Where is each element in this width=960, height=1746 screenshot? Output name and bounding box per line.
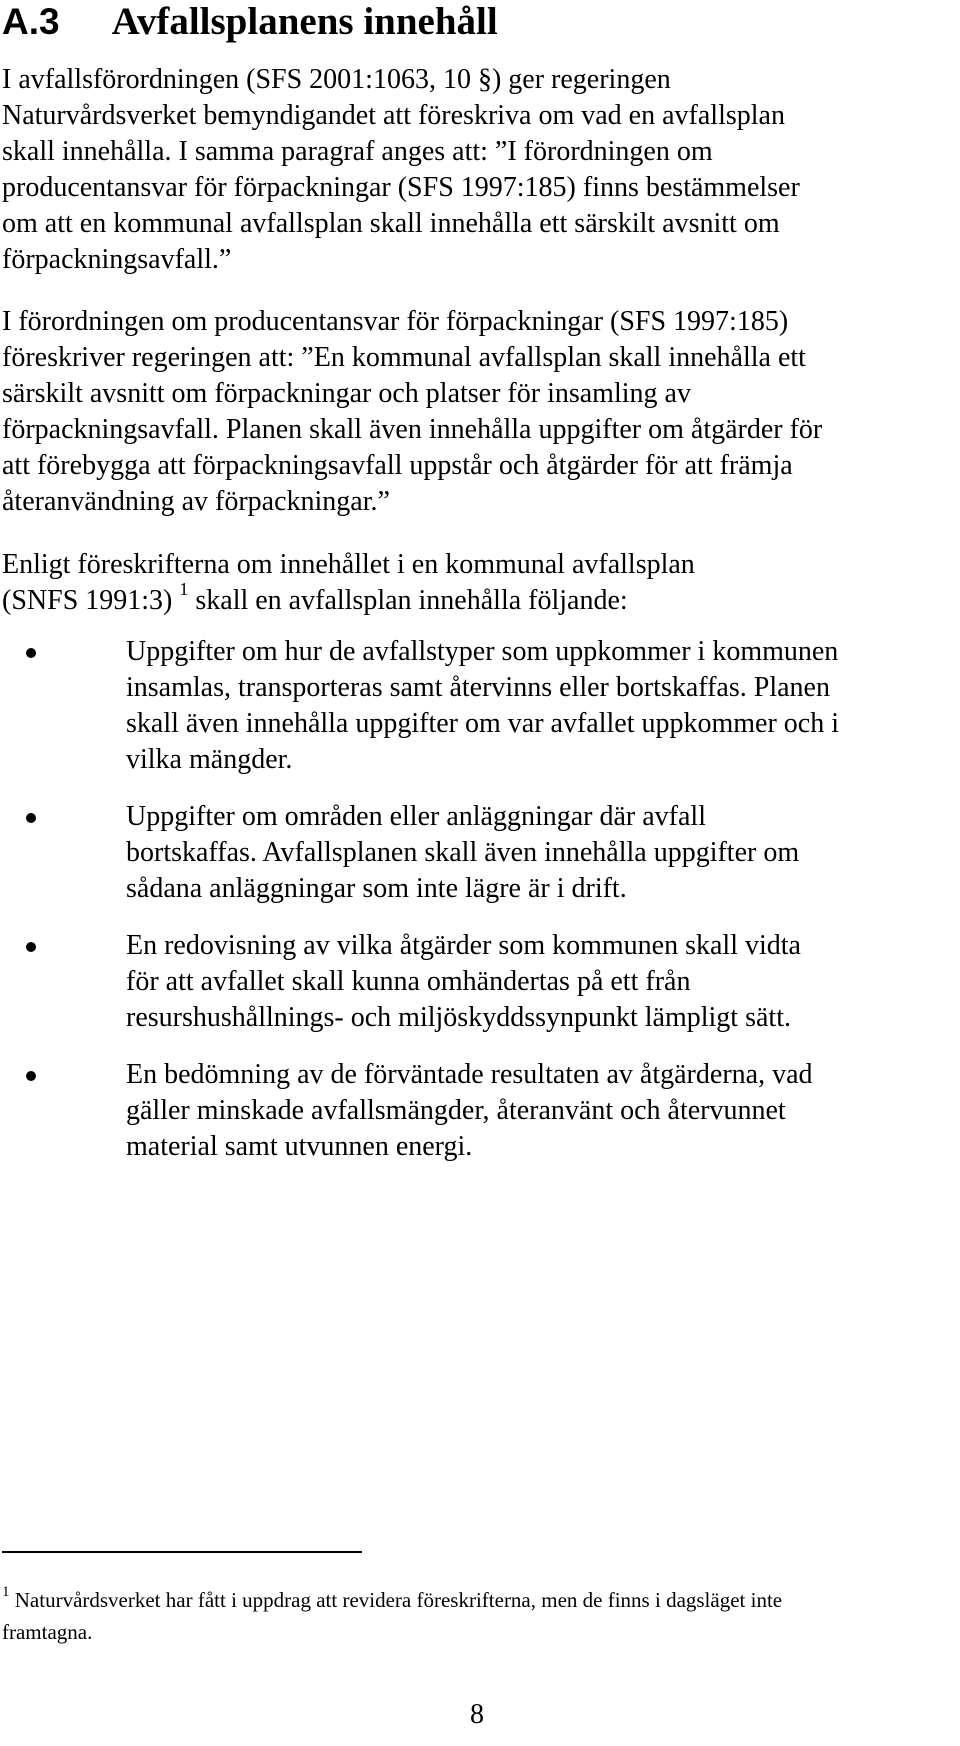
list-item-line: sådana anläggningar som inte lägre är i drift. <box>126 873 627 904</box>
list-item-text <box>126 634 956 778</box>
paragraph-1 <box>2 62 952 278</box>
footnote-reference[interactable]: 1 <box>179 578 189 599</box>
bullet-icon <box>26 813 36 823</box>
list-item-line: bortskaffas. Avfallsplanen skall även innehålla uppgifter om <box>126 837 800 868</box>
list-item-line: skall även innehålla uppgifter om var avfallet uppkommer och i <box>126 708 839 739</box>
footnote-text: Naturvårdsverket har fått i uppdrag att revidera föreskrifterna, men de finns i dagsläget inte <box>9 1588 783 1612</box>
list-item-text <box>126 928 956 1036</box>
paragraph-2 <box>2 304 952 520</box>
paragraph-line: I avfallsförordningen (SFS 2001:1063, 10 §) ger regeringen <box>2 64 671 95</box>
paragraph-line <box>2 578 952 619</box>
page-number: 8 <box>470 1699 484 1730</box>
footnote-divider <box>2 1551 362 1553</box>
section-number: A.3 <box>2 1 60 42</box>
footnote-line: framtagna. <box>2 1620 93 1644</box>
paragraph-3 <box>2 547 952 619</box>
paragraph-line: om att en kommunal avfallsplan skall innehålla ett särskilt avsnitt om <box>2 208 780 239</box>
bullet-icon <box>26 942 36 952</box>
paragraph-line: Naturvårdsverket bemyndigandet att föreskriva om vad en avfallsplan <box>2 100 785 131</box>
paragraph-line: att förebygga att förpackningsavfall uppstår och åtgärder för att främja <box>2 450 793 481</box>
list-item-line: En redovisning av vilka åtgärder som kommunen skall vidta <box>126 930 801 961</box>
list-item-line: material samt utvunnen energi. <box>126 1131 473 1162</box>
paragraph-text: skall en avfallsplan innehålla följande: <box>188 585 628 616</box>
list-item-line: Uppgifter om områden eller anläggningar där avfall <box>126 801 706 832</box>
paragraph-text: (SNFS 1991:3) <box>2 585 173 616</box>
bullet-icon <box>26 1071 36 1081</box>
paragraph-line: producentansvar för förpackningar (SFS 1997:185) finns bestämmelser <box>2 172 800 203</box>
footnote-mark: 1 <box>2 1584 10 1600</box>
list-item-line: insamlas, transporteras samt återvinns eller bortskaffas. Planen <box>126 672 830 703</box>
list-item-line: resurshushållnings- och miljöskyddssynpunkt lämpligt sätt. <box>126 1002 791 1033</box>
paragraph-line: förpackningsavfall. Planen skall även innehålla uppgifter om åtgärder för <box>2 414 823 445</box>
footnote <box>2 1584 952 1648</box>
section-heading <box>2 0 498 44</box>
bullet-icon <box>26 648 36 658</box>
list-item-text <box>126 1057 956 1165</box>
paragraph-line: skall innehålla. I samma paragraf anges att: ”I förordningen om <box>2 136 713 167</box>
paragraph-line: I förordningen om producentansvar för förpackningar (SFS 1997:185) <box>2 306 789 337</box>
paragraph-line: återanvändning av förpackningar.” <box>2 486 390 517</box>
paragraph-line: föreskriver regeringen att: ”En kommunal avfallsplan skall innehålla ett <box>2 342 806 373</box>
paragraph-line: förpackningsavfall.” <box>2 244 232 275</box>
list-item-text <box>126 799 956 907</box>
paragraph-line: särskilt avsnitt om förpackningar och platser för insamling av <box>2 378 691 409</box>
list-item-line: En bedömning av de förväntade resultaten av åtgärderna, vad <box>126 1059 813 1090</box>
list-item-line: gäller minskade avfallsmängder, återanvänt och återvunnet <box>126 1095 786 1126</box>
footnote-line <box>2 1584 952 1616</box>
list-item-line: för att avfallet skall kunna omhändertas på ett från <box>126 966 691 997</box>
paragraph-line: Enligt föreskrifterna om innehållet i en kommunal avfallsplan <box>2 549 695 580</box>
list-item-line: Uppgifter om hur de avfallstyper som uppkommer i kommunen <box>126 636 839 667</box>
list-item-line: vilka mängder. <box>126 744 293 775</box>
section-title: Avfallsplanens innehåll <box>111 0 498 43</box>
